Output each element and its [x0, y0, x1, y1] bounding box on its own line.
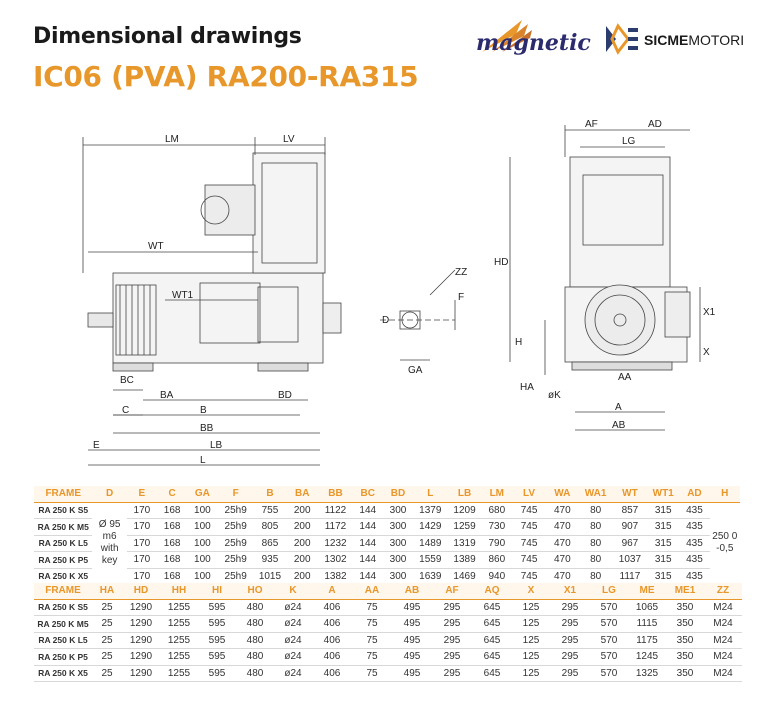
table-cell: 495 — [392, 665, 432, 682]
table-cell: 495 — [392, 632, 432, 649]
col-header: X — [512, 583, 550, 599]
table-cell: 1117 — [613, 568, 647, 585]
table-cell: 25h9 — [218, 568, 254, 585]
table-cell: 100 — [187, 502, 217, 519]
table-cell: 80 — [578, 535, 612, 552]
table-cell: 25 — [92, 649, 122, 666]
frame-cell: RA 250 K S5 — [34, 502, 92, 519]
col-header: B — [254, 486, 286, 502]
col-header: AD — [679, 486, 709, 502]
table-cell: 940 — [482, 568, 512, 585]
dim-label-H: H — [515, 337, 523, 348]
dim-label-HD: HD — [494, 257, 509, 268]
table-cell: 300 — [383, 519, 413, 536]
table-cell: 144 — [353, 502, 383, 519]
table-cell: 100 — [187, 568, 217, 585]
col-header: WT1 — [647, 486, 679, 502]
table-cell: 1469 — [447, 568, 481, 585]
table-cell: 300 — [383, 552, 413, 569]
dim-label-AA: AA — [618, 372, 632, 383]
table-cell: 1389 — [447, 552, 481, 569]
table-cell: 1290 — [122, 599, 160, 616]
table-cell: 745 — [512, 568, 546, 585]
dim-label-BB: BB — [200, 423, 214, 434]
table-cell: 315 — [647, 568, 679, 585]
table-cell: 125 — [512, 632, 550, 649]
table-cell: 1172 — [318, 519, 352, 536]
table-cell: 470 — [546, 568, 578, 585]
table-cell: 125 — [512, 599, 550, 616]
table-cell: 435 — [679, 502, 709, 519]
table-cell: 645 — [472, 616, 512, 633]
table-cell: 350 — [666, 599, 704, 616]
table-cell: 75 — [352, 599, 392, 616]
col-header: LV — [512, 486, 546, 502]
table-cell: 295 — [432, 616, 472, 633]
table-cell: 1259 — [447, 519, 481, 536]
table-cell: 25h9 — [218, 552, 254, 569]
col-header: HI — [198, 583, 236, 599]
col-header: D — [92, 486, 126, 502]
col-header: LM — [482, 486, 512, 502]
col-header: C — [157, 486, 187, 502]
table-row — [34, 616, 742, 633]
table-cell: 295 — [432, 632, 472, 649]
table-cell: 25 — [92, 665, 122, 682]
dim-label-HA: HA — [520, 382, 534, 393]
table-cell: 435 — [679, 519, 709, 536]
dim-label-AB: AB — [612, 420, 626, 431]
dimensions-table-1 — [34, 486, 740, 585]
table-cell: 1065 — [628, 599, 666, 616]
sicme-logo-bold: SICME — [644, 32, 689, 48]
frame-cell: RA 250 K M5 — [34, 616, 92, 633]
table-cell: 790 — [482, 535, 512, 552]
svg-text:SICMEMOTORI — [644, 32, 744, 48]
table-cell: 125 — [512, 616, 550, 633]
table-cell: 295 — [550, 632, 590, 649]
table-cell: 480 — [236, 665, 274, 682]
table-cell: 295 — [550, 599, 590, 616]
table-cell: 1290 — [122, 649, 160, 666]
table-cell: 857 — [613, 502, 647, 519]
table-cell: 480 — [236, 632, 274, 649]
table-cell: 300 — [383, 568, 413, 585]
table-cell: 935 — [254, 552, 286, 569]
col-header: A — [312, 583, 352, 599]
table-cell: 170 — [127, 568, 157, 585]
dim-label-LG: LG — [622, 136, 636, 147]
dim-label-LV: LV — [283, 134, 295, 145]
table-cell: 350 — [666, 616, 704, 633]
frame-cell: RA 250 K P5 — [34, 649, 92, 666]
table-cell: ø24 — [274, 665, 312, 682]
table-row — [34, 535, 740, 552]
col-header: X1 — [550, 583, 590, 599]
magnetic-logo — [452, 14, 592, 60]
table-cell: 200 — [286, 568, 318, 585]
dim-label-LM: LM — [165, 134, 179, 145]
table-cell: 1639 — [413, 568, 447, 585]
table-cell: 435 — [679, 535, 709, 552]
table-cell: 1379 — [413, 502, 447, 519]
table-cell: 170 — [127, 519, 157, 536]
table-cell: 1559 — [413, 552, 447, 569]
table-cell: 1325 — [628, 665, 666, 682]
table-cell: 805 — [254, 519, 286, 536]
table-cell: 1302 — [318, 552, 352, 569]
table-row — [34, 632, 742, 649]
table-row — [34, 519, 740, 536]
table-cell: 406 — [312, 599, 352, 616]
col-header: E — [127, 486, 157, 502]
table-cell: 1209 — [447, 502, 481, 519]
table-cell: 470 — [546, 552, 578, 569]
table-cell: 295 — [550, 649, 590, 666]
table-cell: ø24 — [274, 616, 312, 633]
dim-label-X: X — [703, 347, 710, 358]
dim-label-WT1: WT1 — [172, 290, 194, 301]
dim-label-X1: X1 — [703, 307, 716, 318]
table-cell: 480 — [236, 649, 274, 666]
table-cell: 315 — [647, 535, 679, 552]
table-cell: 406 — [312, 632, 352, 649]
table-cell: 745 — [512, 519, 546, 536]
col-header: WT — [613, 486, 647, 502]
table-cell: 295 — [550, 616, 590, 633]
dim-label-L: L — [200, 455, 206, 466]
col-header: K — [274, 583, 312, 599]
table-cell: 470 — [546, 502, 578, 519]
table-cell: 680 — [482, 502, 512, 519]
table-cell: 80 — [578, 568, 612, 585]
dim-label-WT: WT — [148, 241, 164, 252]
table-cell: 1232 — [318, 535, 352, 552]
table-cell: 595 — [198, 599, 236, 616]
table-cell: 75 — [352, 632, 392, 649]
table-cell: 350 — [666, 665, 704, 682]
table-1-header-row — [34, 486, 740, 502]
table-cell: 595 — [198, 616, 236, 633]
table-cell: 570 — [590, 665, 628, 682]
table-cell: 470 — [546, 535, 578, 552]
table-cell: 125 — [512, 665, 550, 682]
table-cell: 25h9 — [218, 519, 254, 536]
dim-label-GA: GA — [408, 365, 423, 376]
table-row — [34, 552, 740, 569]
table-cell: 1015 — [254, 568, 286, 585]
table-cell: 144 — [353, 568, 383, 585]
table-cell: 1255 — [160, 632, 198, 649]
col-header: HO — [236, 583, 274, 599]
table-cell: ø24 — [274, 599, 312, 616]
col-header: AA — [352, 583, 392, 599]
table-cell: 865 — [254, 535, 286, 552]
col-header: FRAME — [34, 486, 92, 502]
sicme-logo-light: MOTORI — [688, 32, 745, 48]
col-header: WA — [546, 486, 578, 502]
col-header: HH — [160, 583, 198, 599]
table-cell: 1255 — [160, 599, 198, 616]
table-row — [34, 665, 742, 682]
col-header: GA — [187, 486, 217, 502]
table-cell: 80 — [578, 502, 612, 519]
table-cell: ø24 — [274, 649, 312, 666]
col-header: AF — [432, 583, 472, 599]
dimensions-table-2 — [34, 583, 742, 682]
shaft-height-cell: 250 0 -0,5 — [710, 502, 740, 585]
table-cell: 295 — [550, 665, 590, 682]
table-cell: 1319 — [447, 535, 481, 552]
frame-cell: RA 250 K L5 — [34, 632, 92, 649]
table-cell: 125 — [512, 649, 550, 666]
dim-label-K: øK — [548, 390, 561, 401]
col-header: BD — [383, 486, 413, 502]
table-row — [34, 649, 742, 666]
dim-label-AD: AD — [648, 119, 662, 130]
table-cell: 570 — [590, 599, 628, 616]
table-cell: 595 — [198, 649, 236, 666]
col-header: LG — [590, 583, 628, 599]
table-cell: 170 — [127, 552, 157, 569]
table-cell: 435 — [679, 568, 709, 585]
table-2-header-row — [34, 583, 742, 599]
col-header: F — [218, 486, 254, 502]
col-header: AB — [392, 583, 432, 599]
table-cell: 480 — [236, 599, 274, 616]
table-cell: 406 — [312, 665, 352, 682]
col-header: LB — [447, 486, 481, 502]
dim-label-ZZ: ZZ — [455, 267, 468, 278]
table-cell: 1255 — [160, 665, 198, 682]
table-cell: 495 — [392, 599, 432, 616]
page-title: Dimensional drawings — [33, 24, 302, 49]
table-cell: M24 — [704, 599, 742, 616]
table-cell: 495 — [392, 616, 432, 633]
table-cell: 730 — [482, 519, 512, 536]
col-header: ME — [628, 583, 666, 599]
table-cell: 435 — [679, 552, 709, 569]
frame-cell: RA 250 K S5 — [34, 599, 92, 616]
table-cell: 595 — [198, 632, 236, 649]
col-header: HA — [92, 583, 122, 599]
col-header: HD — [122, 583, 160, 599]
table-cell: 168 — [157, 568, 187, 585]
col-header: H — [710, 486, 740, 502]
dim-label-BA: BA — [160, 390, 174, 401]
table-cell: 168 — [157, 552, 187, 569]
table-cell: ø24 — [274, 632, 312, 649]
dim-label-D: D — [382, 315, 390, 326]
table-row — [34, 502, 740, 519]
table-cell: 144 — [353, 535, 383, 552]
table-cell: 470 — [546, 519, 578, 536]
table-cell: 315 — [647, 502, 679, 519]
dimensional-drawing — [0, 115, 780, 480]
table-cell: 75 — [352, 649, 392, 666]
table-cell: 200 — [286, 552, 318, 569]
table-cell: 350 — [666, 649, 704, 666]
dim-label-AF: AF — [585, 119, 598, 130]
table-cell: M24 — [704, 632, 742, 649]
col-header: BC — [353, 486, 383, 502]
frame-cell: RA 250 K P5 — [34, 552, 92, 569]
col-header: AQ — [472, 583, 512, 599]
table-cell: 1122 — [318, 502, 352, 519]
table-cell: 755 — [254, 502, 286, 519]
table-cell: 350 — [666, 632, 704, 649]
table-cell: 100 — [187, 519, 217, 536]
table-cell: 144 — [353, 519, 383, 536]
table-cell: M24 — [704, 665, 742, 682]
table-cell: 168 — [157, 535, 187, 552]
table-cell: 80 — [578, 552, 612, 569]
table-cell: 168 — [157, 519, 187, 536]
dim-label-A: A — [615, 402, 622, 413]
table-cell: 200 — [286, 535, 318, 552]
table-row — [34, 599, 742, 616]
table-cell: 570 — [590, 632, 628, 649]
dim-label-E: E — [93, 440, 100, 451]
table-cell: 1290 — [122, 616, 160, 633]
sicme-logo — [604, 22, 764, 56]
dim-label-C: C — [122, 405, 130, 416]
frame-cell: RA 250 K X5 — [34, 665, 92, 682]
dim-label-LB: LB — [210, 440, 223, 451]
dim-label-BC: BC — [120, 375, 134, 386]
table-cell: 170 — [127, 535, 157, 552]
table-cell: 25h9 — [218, 535, 254, 552]
shaft-diameter-cell: Ø 95 m6 with key — [92, 502, 126, 585]
table-cell: 495 — [392, 649, 432, 666]
table-cell: 25 — [92, 599, 122, 616]
table-cell: 1290 — [122, 632, 160, 649]
table-cell: 144 — [353, 552, 383, 569]
dim-label-B: B — [200, 405, 207, 416]
sicme-emblem-icon — [606, 26, 638, 52]
table-cell: M24 — [704, 649, 742, 666]
table-cell: 295 — [432, 665, 472, 682]
frame-cell: RA 250 K M5 — [34, 519, 92, 536]
table-cell: 645 — [472, 599, 512, 616]
col-header: ME1 — [666, 583, 704, 599]
col-header: FRAME — [34, 583, 92, 599]
table-cell: 745 — [512, 552, 546, 569]
table-cell: 300 — [383, 502, 413, 519]
table-cell: 406 — [312, 649, 352, 666]
table-cell: 25 — [92, 616, 122, 633]
frame-cell: RA 250 K L5 — [34, 535, 92, 552]
table-cell: M24 — [704, 616, 742, 633]
table-cell: 907 — [613, 519, 647, 536]
table-cell: 75 — [352, 616, 392, 633]
table-cell: 295 — [432, 649, 472, 666]
table-cell: 570 — [590, 649, 628, 666]
table-cell: 745 — [512, 502, 546, 519]
table-cell: 595 — [198, 665, 236, 682]
page-subtitle: IC06 (PVA) RA200-RA315 — [33, 60, 419, 93]
table-cell: 75 — [352, 665, 392, 682]
table-cell: 1290 — [122, 665, 160, 682]
table-cell: 1175 — [628, 632, 666, 649]
col-header: BB — [318, 486, 352, 502]
table-cell: 170 — [127, 502, 157, 519]
table-cell: 200 — [286, 502, 318, 519]
table-cell: 1255 — [160, 649, 198, 666]
table-cell: 406 — [312, 616, 352, 633]
table-cell: 1115 — [628, 616, 666, 633]
table-cell: 570 — [590, 616, 628, 633]
table-cell: 100 — [187, 552, 217, 569]
table-cell: 1037 — [613, 552, 647, 569]
table-cell: 1382 — [318, 568, 352, 585]
table-cell: 1255 — [160, 616, 198, 633]
table-cell: 25h9 — [218, 502, 254, 519]
dim-label-BD: BD — [278, 390, 292, 401]
table-cell: 300 — [383, 535, 413, 552]
table-cell: 100 — [187, 535, 217, 552]
table-cell: 1429 — [413, 519, 447, 536]
table-cell: 295 — [432, 599, 472, 616]
table-cell: 1245 — [628, 649, 666, 666]
table-cell: 480 — [236, 616, 274, 633]
table-cell: 645 — [472, 665, 512, 682]
magnetic-logo-text: magnetic — [476, 30, 591, 56]
table-cell: 200 — [286, 519, 318, 536]
table-cell: 745 — [512, 535, 546, 552]
col-header: L — [413, 486, 447, 502]
table-cell: 645 — [472, 632, 512, 649]
dim-label-F: F — [458, 292, 465, 303]
table-cell: 168 — [157, 502, 187, 519]
table-cell: 315 — [647, 552, 679, 569]
table-cell: 860 — [482, 552, 512, 569]
table-cell: 25 — [92, 632, 122, 649]
table-cell: 80 — [578, 519, 612, 536]
table-cell: 1489 — [413, 535, 447, 552]
frame-cell: RA 250 K X5 — [34, 568, 92, 585]
table-cell: 315 — [647, 519, 679, 536]
col-header: BA — [286, 486, 318, 502]
table-cell: 645 — [472, 649, 512, 666]
col-header: ZZ — [704, 583, 742, 599]
col-header: WA1 — [578, 486, 612, 502]
table-cell: 967 — [613, 535, 647, 552]
